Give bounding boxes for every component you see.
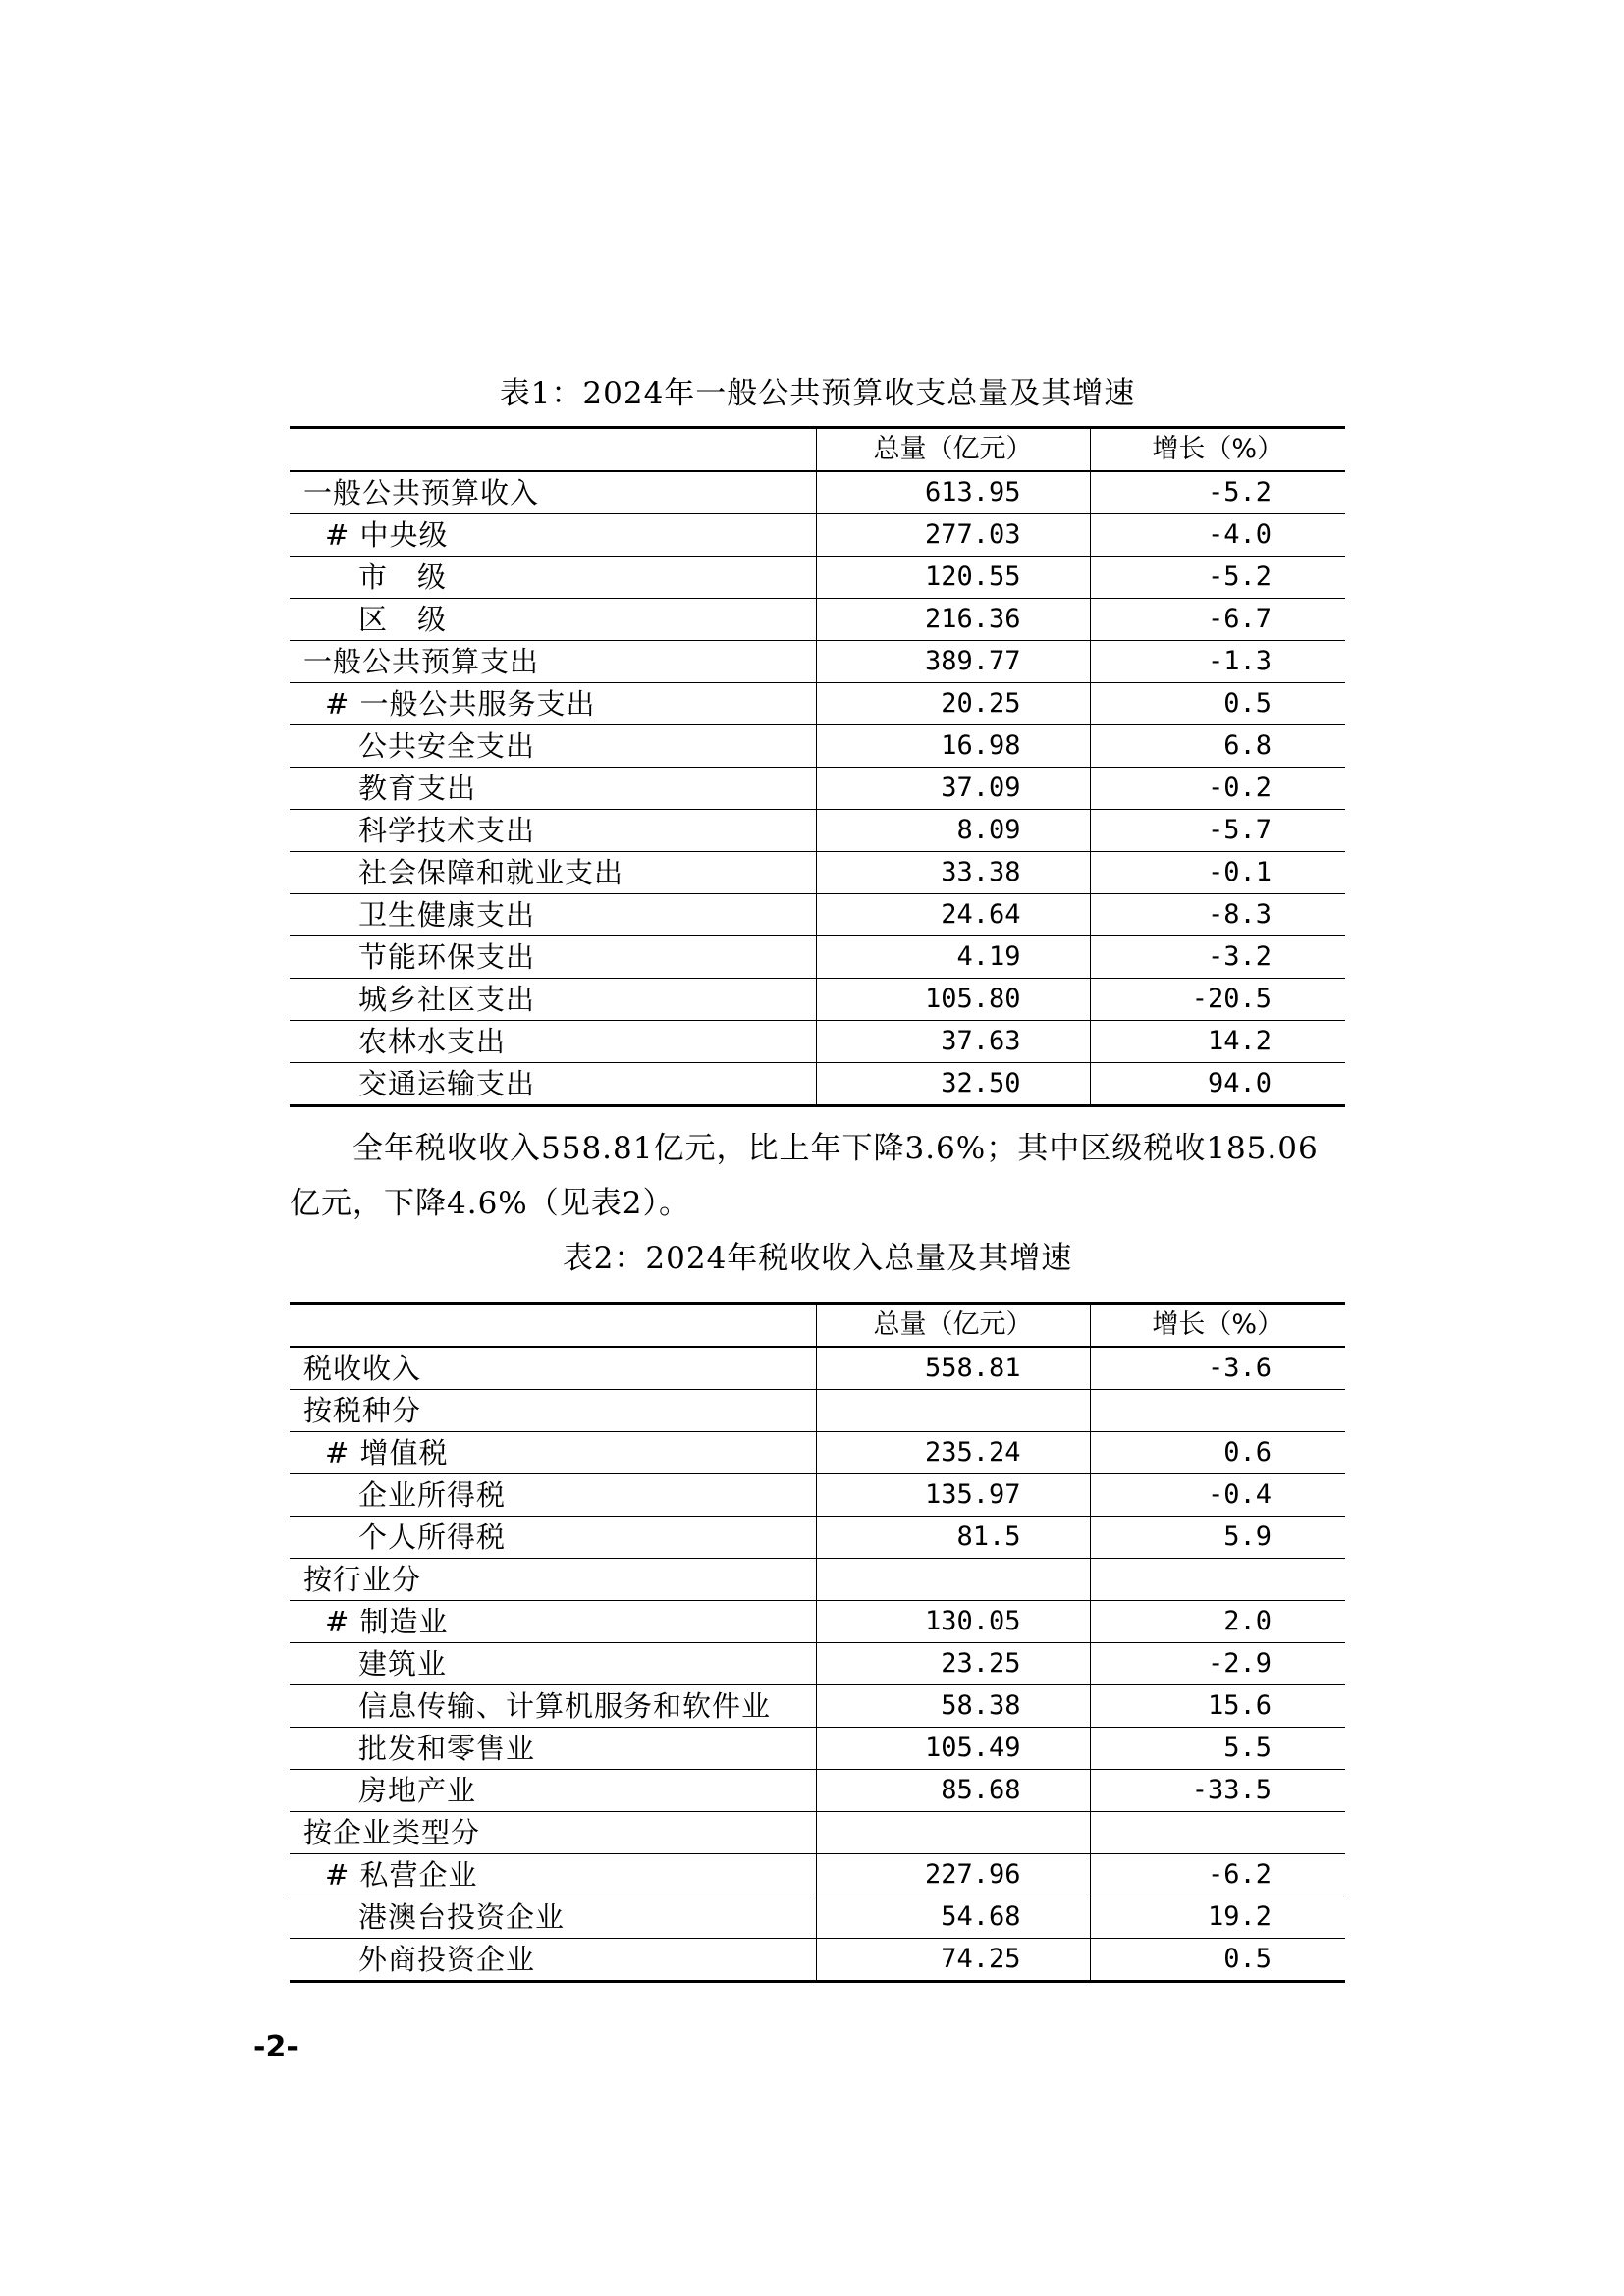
paragraph-line-2: 亿元，下降4.6%（见表2）。 — [290, 1186, 690, 1221]
row-growth: 2.0 — [1090, 1601, 1345, 1643]
row-label: 交通运输支出 — [290, 1063, 816, 1106]
row-label: 企业所得税 — [290, 1474, 816, 1517]
row-value: 81.5 — [816, 1517, 1090, 1559]
row-growth: -3.2 — [1090, 936, 1345, 979]
table-row — [290, 1685, 1345, 1728]
table2 — [290, 1302, 1345, 1983]
row-value: 37.09 — [816, 768, 1090, 810]
row-label: # 一般公共服务支出 — [290, 683, 816, 725]
table1-header-row — [290, 428, 1345, 472]
row-value: 105.80 — [816, 979, 1090, 1021]
table2-header-row — [290, 1304, 1345, 1348]
row-label: 按企业类型分 — [290, 1812, 816, 1854]
row-growth: -2.9 — [1090, 1643, 1345, 1685]
row-value: 135.97 — [816, 1474, 1090, 1517]
row-label: 城乡社区支出 — [290, 979, 816, 1021]
row-value: 227.96 — [816, 1854, 1090, 1896]
row-label: 农林水支出 — [290, 1021, 816, 1063]
page-number: -2- — [253, 2030, 298, 2064]
row-label: 税收收入 — [290, 1347, 816, 1390]
table-row — [290, 1063, 1345, 1106]
row-label: # 私营企业 — [290, 1854, 816, 1896]
row-growth: -5.7 — [1090, 810, 1345, 852]
table-row — [290, 641, 1345, 683]
row-growth — [1090, 1559, 1345, 1601]
table2-header-total: 总量（亿元） — [816, 1304, 1090, 1348]
table-row — [290, 1770, 1345, 1812]
row-label: 卫生健康支出 — [290, 894, 816, 936]
row-value — [816, 1390, 1090, 1432]
row-growth: 94.0 — [1090, 1063, 1345, 1106]
row-growth: -0.1 — [1090, 852, 1345, 894]
table1-header-total: 总量（亿元） — [816, 428, 1090, 472]
row-value: 32.50 — [816, 1063, 1090, 1106]
table-row — [290, 979, 1345, 1021]
table2-title: 表2：2024年税收收入总量及其增速 — [562, 1241, 1073, 1276]
table-row — [290, 1559, 1345, 1601]
row-label: 节能环保支出 — [290, 936, 816, 979]
table-row — [290, 1854, 1345, 1896]
row-label: 建筑业 — [290, 1643, 816, 1685]
row-growth: -33.5 — [1090, 1770, 1345, 1812]
row-value: 130.05 — [816, 1601, 1090, 1643]
row-growth: 19.2 — [1090, 1896, 1345, 1939]
row-value — [816, 1559, 1090, 1601]
table-row — [290, 810, 1345, 852]
row-label: 信息传输、计算机服务和软件业 — [290, 1685, 816, 1728]
row-growth: 6.8 — [1090, 725, 1345, 768]
table-row — [290, 1728, 1345, 1770]
row-value: 58.38 — [816, 1685, 1090, 1728]
row-label: 教育支出 — [290, 768, 816, 810]
table2-header-growth: 增长（%） — [1090, 1304, 1345, 1348]
row-label: 一般公共预算支出 — [290, 641, 816, 683]
table-row — [290, 768, 1345, 810]
row-value: 37.63 — [816, 1021, 1090, 1063]
row-value: 85.68 — [816, 1770, 1090, 1812]
row-label: # 中央级 — [290, 514, 816, 557]
row-label: 批发和零售业 — [290, 1728, 816, 1770]
table-row — [290, 514, 1345, 557]
table-row — [290, 471, 1345, 514]
table-row — [290, 1021, 1345, 1063]
row-value: 54.68 — [816, 1896, 1090, 1939]
row-growth: 5.9 — [1090, 1517, 1345, 1559]
row-label: 科学技术支出 — [290, 810, 816, 852]
row-label: 一般公共预算收入 — [290, 471, 816, 514]
row-growth: 5.5 — [1090, 1728, 1345, 1770]
row-growth: -5.2 — [1090, 557, 1345, 599]
row-value: 235.24 — [816, 1432, 1090, 1474]
row-growth: 14.2 — [1090, 1021, 1345, 1063]
table-row — [290, 1474, 1345, 1517]
row-growth: 15.6 — [1090, 1685, 1345, 1728]
row-label: 外商投资企业 — [290, 1939, 816, 1982]
table-row — [290, 683, 1345, 725]
table-row — [290, 725, 1345, 768]
row-value: 277.03 — [816, 514, 1090, 557]
row-growth — [1090, 1812, 1345, 1854]
table2-header-label — [290, 1304, 816, 1348]
row-value: 120.55 — [816, 557, 1090, 599]
table-row — [290, 1517, 1345, 1559]
row-label: 个人所得税 — [290, 1517, 816, 1559]
table-row — [290, 1601, 1345, 1643]
table-row — [290, 1812, 1345, 1854]
table1-header-growth: 增长（%） — [1090, 428, 1345, 472]
row-label: 公共安全支出 — [290, 725, 816, 768]
row-growth: 0.6 — [1090, 1432, 1345, 1474]
row-growth: -6.7 — [1090, 599, 1345, 641]
row-value: 33.38 — [816, 852, 1090, 894]
table1-header-label — [290, 428, 816, 472]
table-row — [290, 1347, 1345, 1390]
table-row — [290, 1390, 1345, 1432]
row-label: 按税种分 — [290, 1390, 816, 1432]
table-row — [290, 894, 1345, 936]
row-label: 房地产业 — [290, 1770, 816, 1812]
row-label: 社会保障和就业支出 — [290, 852, 816, 894]
row-value: 613.95 — [816, 471, 1090, 514]
row-value: 389.77 — [816, 641, 1090, 683]
row-value: 74.25 — [816, 1939, 1090, 1982]
table-row — [290, 599, 1345, 641]
row-growth — [1090, 1390, 1345, 1432]
row-value — [816, 1812, 1090, 1854]
row-value: 4.19 — [816, 936, 1090, 979]
row-value: 558.81 — [816, 1347, 1090, 1390]
table-row — [290, 852, 1345, 894]
body-paragraph — [290, 1121, 1345, 1231]
row-value: 216.36 — [816, 599, 1090, 641]
row-label: # 增值税 — [290, 1432, 816, 1474]
table-row — [290, 1432, 1345, 1474]
row-growth: -5.2 — [1090, 471, 1345, 514]
row-value: 16.98 — [816, 725, 1090, 768]
row-value: 24.64 — [816, 894, 1090, 936]
row-label: 港澳台投资企业 — [290, 1896, 816, 1939]
row-growth: -0.4 — [1090, 1474, 1345, 1517]
row-growth: -1.3 — [1090, 641, 1345, 683]
row-growth: 0.5 — [1090, 683, 1345, 725]
table-row — [290, 557, 1345, 599]
row-growth: 0.5 — [1090, 1939, 1345, 1982]
paragraph-line-1: 全年税收收入558.81亿元，比上年下降3.6%；其中区级税收185.06 — [352, 1131, 1319, 1166]
row-value: 23.25 — [816, 1643, 1090, 1685]
table-row — [290, 936, 1345, 979]
table-row — [290, 1643, 1345, 1685]
row-growth: -6.2 — [1090, 1854, 1345, 1896]
row-value: 105.49 — [816, 1728, 1090, 1770]
row-label: 区 级 — [290, 599, 816, 641]
table-row — [290, 1896, 1345, 1939]
row-label: 市 级 — [290, 557, 816, 599]
row-growth: -3.6 — [1090, 1347, 1345, 1390]
row-growth: -0.2 — [1090, 768, 1345, 810]
table-row — [290, 1939, 1345, 1982]
table1 — [290, 426, 1345, 1107]
row-label: 按行业分 — [290, 1559, 816, 1601]
row-label: # 制造业 — [290, 1601, 816, 1643]
row-growth: -20.5 — [1090, 979, 1345, 1021]
table1-title: 表1：2024年一般公共预算收支总量及其增速 — [499, 376, 1136, 411]
row-growth: -8.3 — [1090, 894, 1345, 936]
row-value: 8.09 — [816, 810, 1090, 852]
row-growth: -4.0 — [1090, 514, 1345, 557]
row-value: 20.25 — [816, 683, 1090, 725]
